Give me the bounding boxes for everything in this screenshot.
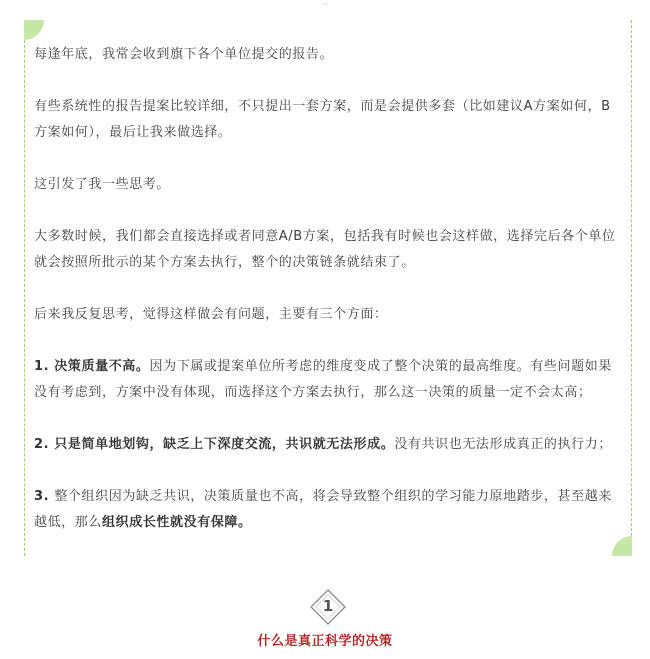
paragraph-6 [34, 354, 624, 406]
bold-text: 3. [34, 489, 55, 504]
text-run: 因为下属或提案单位所考虑的维度变成了整个决策的最高维度。有些问题如果没有考虑到，方案中没有体现，而选择这个方案去执行，那么这一决策的质量一定不会太高； [34, 359, 612, 400]
text-run: 整个组织因为缺乏共识，决策质量也不高，将会导致整个组织的学习能力原地踏步，甚至越来越低，那么 [34, 489, 612, 530]
text-run: 后来我反复思考，觉得这样做会有问题，主要有三个方面： [34, 307, 388, 322]
paragraph-8 [34, 484, 624, 536]
paragraph-4 [34, 224, 624, 276]
text-run: 这引发了我一些思考。 [34, 177, 171, 192]
section-title: 什么是真正科学的决策 [257, 634, 393, 649]
text-run: 大多数时候，我们都会直接选择或者同意A/B方案，包括我有时候也会这样做，选择完后各个单位就会按照所批示的某个方案去执行，整个的决策链条就结束了。 [34, 229, 616, 270]
bold-text: 组织成长性就没有保障。 [102, 515, 252, 530]
paragraph-7 [34, 432, 624, 458]
section-number: 1 [322, 597, 334, 615]
paragraph-3 [34, 172, 624, 198]
paragraph-1 [34, 42, 624, 68]
top-divider-mark [322, 0, 328, 5]
paragraph-5 [34, 302, 624, 328]
section-number-badge [309, 588, 347, 626]
text-run: 每逢年底，我常会收到旗下各个单位提交的报告。 [34, 47, 334, 62]
bold-text: 1. 决策质量不高。 [34, 359, 150, 374]
bold-text: 2. 只是简单地划钩，缺乏上下深度交流，共识就无法形成。 [34, 437, 395, 452]
paragraph-2 [34, 94, 624, 146]
text-run: 没有共识也无法形成真正的执行力； [394, 437, 612, 452]
text-run: 有些系统性的报告提案比较详细，不只提出一套方案，而是会提供多套（比如建议A方案如何，B方案如何），最后让我来做选择。 [34, 99, 611, 140]
article-body [34, 42, 624, 562]
